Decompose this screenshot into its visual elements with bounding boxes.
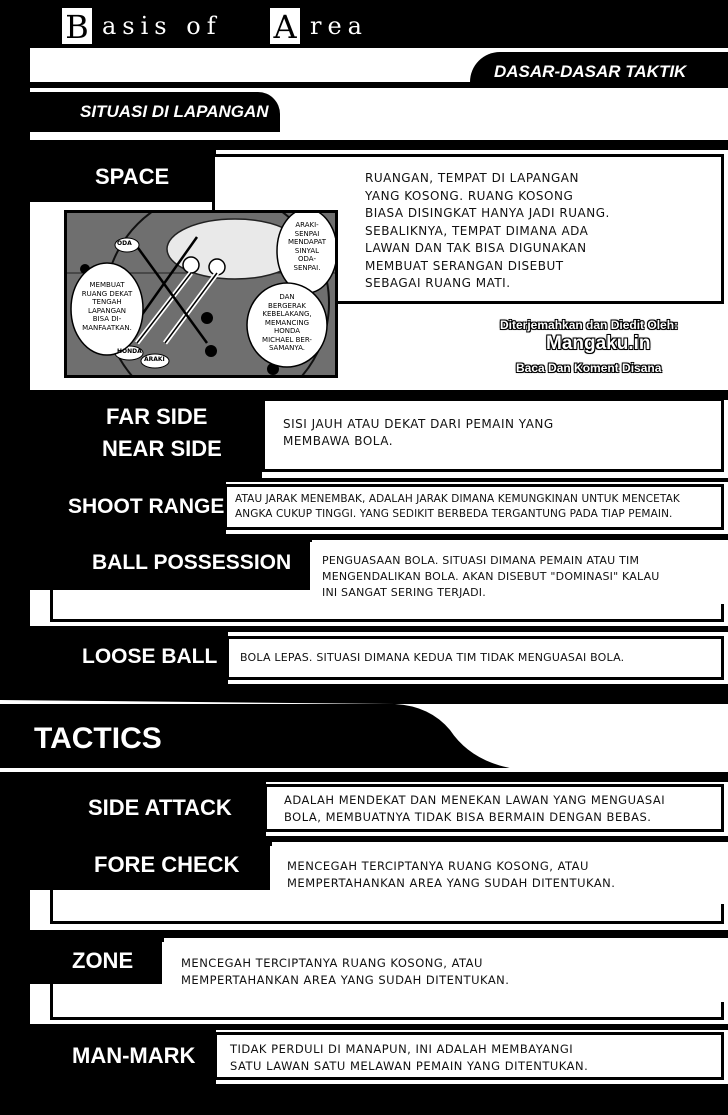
logo-b-box: B [60, 6, 94, 46]
player-mark [183, 257, 199, 273]
looseball-line: BOLA LEPAS. SITUASI DIMANA KEDUA TIM TIDAK MENGUASAI BOLA. [240, 651, 625, 664]
opponent-mark [205, 345, 217, 357]
farside-desc [283, 416, 554, 450]
bubble-line: MEMBUAT [89, 281, 125, 289]
forecheck-line: MENCEGAH TERCIPTANYA RUANG KOSONG, ATAU [287, 859, 589, 873]
looseball-desc [240, 649, 624, 666]
farside-label-2: NEAR SIDE [102, 436, 222, 461]
zone-line: MEMPERTAHANKAN AREA YANG SUDAH DITENTUKAN. [181, 973, 510, 987]
opponent-mark [201, 312, 213, 324]
bubble-line: MANFAATKAN. [82, 323, 132, 332]
shootrange-label: SHOOT RANGE [68, 495, 225, 518]
space-line: SEBAGAI RUANG MATI. [365, 276, 511, 290]
header-subtitle: DASAR-DASAR TAKTIK [494, 62, 687, 81]
bubble-line: HONDA [273, 327, 301, 335]
bubble-line: TENGAH [92, 298, 122, 306]
zone-line: MENCEGAH TERCIPTANYA RUANG KOSONG, ATAU [181, 956, 483, 970]
watermark-line1: Diterjemahkan dan Diedit Oleh: [500, 318, 679, 332]
manmark-line: SATU LAWAN SATU MELAWAN PEMAIN YANG DITENTUKAN. [230, 1059, 589, 1073]
farside-line: MEMBAWA BOLA. [283, 434, 394, 448]
bubble-line: MENDAPAT [287, 238, 327, 246]
sideattack-line: BOLA, MEMBUATNYA TIDAK BISA BERMAIN DENGAN BEBAS. [284, 810, 652, 824]
possession-line: INI SANGAT SERING TERJADI. [322, 586, 486, 599]
manmark-desc [230, 1041, 588, 1075]
bubble-line: KEBELAKANG, [262, 310, 312, 318]
bubble-bottom-right-text [249, 293, 325, 353]
possession-desc [322, 553, 660, 601]
zone-label: ZONE [72, 948, 134, 973]
space-desc [365, 170, 610, 293]
watermark-line3: Baca Dan Koment Disana [516, 361, 662, 375]
shootrange-desc [235, 492, 680, 522]
logo-end-text: rea [310, 12, 368, 40]
manmark-line: TIDAK PERDULI DI MANAPUN, INI ADALAH MEMBAYANGI [230, 1042, 574, 1056]
zone-desc [181, 955, 509, 989]
tag-araki: ARAKI [144, 356, 165, 363]
watermark-line2: Mangaku.in [546, 333, 651, 354]
bubble-line: SENPAI [294, 229, 320, 238]
sideattack-label: SIDE ATTACK [88, 795, 232, 820]
farside-line: SISI JAUH ATAU DEKAT DARI PEMAIN YANG [283, 417, 554, 431]
possession-line: MENGENDALIKAN BOLA. AKAN DISEBUT "DOMINASI" KALAU [322, 570, 660, 583]
space-line: YANG KOSONG. RUANG KOSONG [365, 188, 574, 203]
field-diagram [64, 210, 338, 378]
logo-a-box: A [268, 6, 302, 46]
section1-title: SITUASI DI LAPANGAN [80, 102, 269, 121]
tag-honda: HONDA [117, 348, 142, 355]
bubble-line: ODA- [298, 255, 316, 263]
bubble-line: LAPANGAN [87, 306, 127, 315]
sideattack-desc [284, 792, 665, 826]
shootrange-line: ANGKA CUKUP TINGGI. YANG SEDIKIT BERBEDA TERGANTUNG PADA TIAP PEMAIN. [235, 508, 673, 520]
tag-oda: ODA [117, 240, 132, 247]
looseball-label: LOOSE BALL [82, 645, 218, 668]
space-line: MEMBUAT SERANGAN DISEBUT [365, 258, 564, 273]
bubble-left-text [75, 281, 139, 332]
player-mark [209, 259, 225, 275]
bubble-line: SINYAL [294, 246, 320, 255]
space-label: SPACE [95, 164, 170, 189]
bubble-line: RUANG DEKAT [81, 289, 133, 298]
bubble-line: DAN [279, 293, 295, 301]
space-line: LAWAN DAN TAK BISA DIGUNAKAN [365, 241, 587, 255]
bubble-line: BERGERAK [268, 301, 306, 310]
bubble-line: SAMANYA. [268, 344, 306, 352]
forecheck-label: FORE CHECK [94, 852, 240, 877]
space-line: BIASA DISINGKAT HANYA JADI RUANG. [365, 206, 610, 220]
bubble-line: MEMANCING [264, 318, 310, 327]
logo-mid-text: asis of [102, 12, 222, 40]
forecheck-desc [287, 858, 615, 892]
bubble-line: MICHAEL BER- [262, 335, 312, 344]
space-line: SEBALIKNYA, TEMPAT DIMANA ADA [365, 223, 589, 238]
sideattack-line: ADALAH MENDEKAT DAN MENEKAN LAWAN YANG MENGUASAI [284, 793, 666, 807]
shootrange-line: ATAU JARAK MENEMBAK, ADALAH JARAK DIMANA KEMUNGKINAN UNTUK MENCETAK [235, 493, 680, 505]
bubble-line: ARAKI- [295, 221, 319, 229]
forecheck-line: MEMPERTAHANKAN AREA YANG SUDAH DITENTUKAN. [287, 876, 616, 890]
manmark-label: MAN-MARK [72, 1043, 196, 1068]
bubble-line: SENPAI. [293, 263, 321, 272]
possession-line: PENGUASAAN BOLA. SITUASI DIMANA PEMAIN ATAU TIM [322, 554, 640, 567]
possession-label: BALL POSSESSION [92, 551, 292, 574]
bubble-line: BISA DI- [92, 315, 122, 323]
bubble-top-right-text [281, 221, 333, 272]
section2-title: TACTICS [34, 722, 162, 755]
space-line: RUANGAN, TEMPAT DI LAPANGAN [365, 171, 579, 185]
section2-tab-flare [0, 700, 728, 704]
farside-label-1: FAR SIDE [106, 404, 208, 429]
